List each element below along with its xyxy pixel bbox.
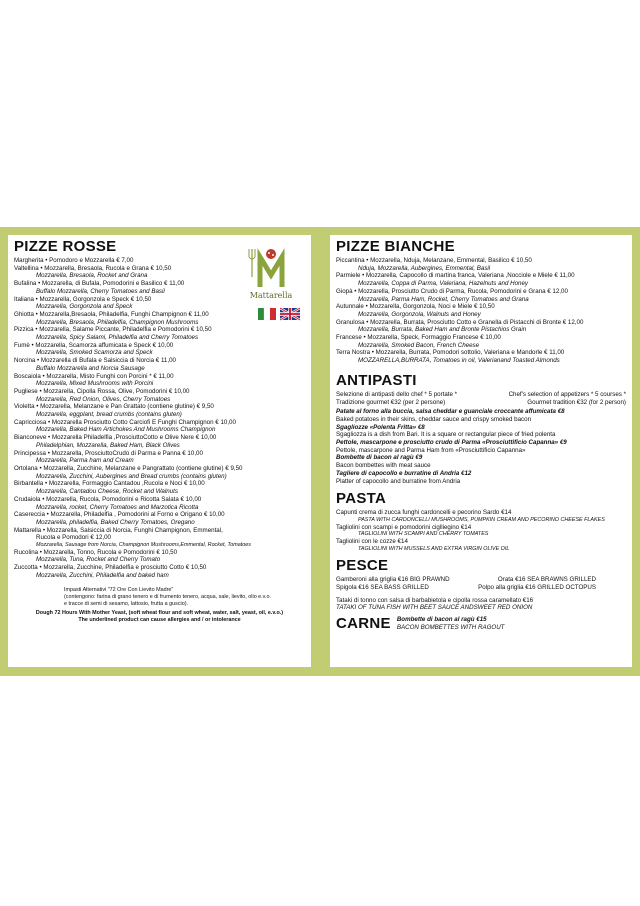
rosse-line: Ghiotta • Mozzarella,Bresaola, Philadelfia, Funghi Champignon € 11,00: [14, 310, 209, 318]
rosse-line: Mozzarella, Bresaola, Philadelfia, Champignon Mushrooms: [36, 318, 199, 326]
bianche-line: Mozzarella, Burrata, Baked Ham and Bronte Pistachios Grain: [358, 326, 527, 334]
rosse-line: Mozzarella, philadelfia, Baked Cherry Tomatoes, Oregano: [36, 518, 195, 526]
rosse-line: Mozzarella, Smoked Scamorza and Speck: [36, 349, 153, 357]
tataki-it: Tataki di tonno con salsa di barbabietola e cipolla rossa caramellato €16: [336, 596, 534, 604]
rosse-line: Mozzarella, eggplant, bread crumbs (contains gluten): [36, 411, 182, 419]
bianche-line: Giopà • Mozzarella, Prosciutto Crudo di Parma, Rucola, Pomodorini e Grana € 12,00: [336, 287, 568, 295]
pesce-title: PESCE: [336, 557, 389, 575]
pizze-rosse-panel: [8, 235, 311, 667]
pasta-line: Tagliolini con scampi e pomodorini ciglliegino €14: [336, 523, 472, 531]
rosse-line: Mozzarella, Zucchini, Aubergines and Bread crumbs (contains gluten): [36, 472, 227, 480]
rosse-line: Principessa • Mozzarella, ProsciuttoCrudo di Parma e Panna € 10,00: [14, 449, 203, 457]
rosse-line: Violetta • Mozzarella, Melanzane e Pan Grattato (contiene glutine) € 9,50: [14, 403, 214, 411]
bianche-line: Mozzarella, Gorgonzola, Walnuts and Honey: [358, 310, 481, 318]
antipasti-list: [336, 408, 626, 485]
mattarella-logo: [244, 245, 298, 301]
dough-note-traces: e tracce di semi di sesamo, lattosio, frutta a guscio).: [64, 600, 189, 607]
pesce-orata: Orata €16 SEA BRAWNS GRILLED: [497, 576, 596, 584]
pasta-line: TAGLIOLINI WITH MUSSELS AND EXTRA VIRGIN OLIVE OIL: [358, 545, 510, 552]
gourmet-tradition-en: Gourmet tradition €32 (for 2 person): [527, 398, 626, 406]
rosse-line: Rucola e Pomodori € 12,00: [36, 534, 111, 542]
dough-note-ingredients: (contengono: farina di grano tenero e di frumento tenero, acqua, sale, lievito, olio e.v.o.: [64, 594, 271, 601]
pasta-line: Tagliolini con le cozze €14: [336, 537, 408, 545]
carne-item-en: BACON BOMBETTES WITH RAGOUT: [396, 623, 505, 631]
pizze-bianche-title: PIZZE BIANCHE: [336, 238, 455, 255]
language-flags: [258, 305, 302, 321]
antipasti-line: Sgagliozza is a dish from Bari. It is a square or rectangular piece of fried polenta: [336, 431, 556, 439]
pasta-line: Capunti crema di zucca funghi cardoncelli e pecorino Sardo €14: [336, 509, 512, 517]
rosse-line: Italiana • Mozzarella, Gorgonzola e Speck € 10,50: [14, 295, 152, 303]
dough-footer: Dough 72 Hours With Mother Yeast, (soft wheat flour and soft wheat, water, salt, yeast, oil, e.v.o.): [35, 610, 284, 617]
antipasti-line: Sgagliozze «Polenta Fritta» €8: [336, 423, 425, 431]
rosse-line: Mozzarella, rocket, Cherry Tomatoes and Marzotica Ricotta: [36, 503, 199, 511]
bianche-line: Nduja, Mozzarella, Aubergines, Emmental, Basil: [358, 264, 491, 272]
rosse-line: Mozzarella, Spicy Salami, Philadelfia and Cherry Tomatoes: [36, 334, 199, 342]
pesce-polpo: Polpo alla griglia €16 GRILLED OCTOPUS: [478, 583, 596, 591]
rosse-line: Philadelphian, Mozzarella, Baked Ham, Black Olives: [36, 441, 180, 449]
rosse-line: Mozzarella, Mixed Mushrooms with Porcini: [36, 380, 154, 388]
pesce-gamberoni: Gamberoni alla griglia €16 BIG PRAWND: [336, 576, 450, 584]
rosse-line: Mozzarella, Tuna, Rocket and Cherry Tomato: [36, 556, 161, 564]
pasta-list: [336, 509, 626, 552]
rosse-line: Rucolina • Mozzarella, Tonno, Rucola e Pomodorini € 10,50: [14, 548, 178, 556]
carne-item-it: Bombette di bacon al ragù €15: [396, 615, 487, 623]
rosse-line: Bufalina • Mozzarella, di Bufala, Pomodorini e Basilico € 11,00: [14, 280, 185, 288]
bianche-line: Autunnale • Mozzarella, Gorgonzola, Noci e Miele € 10,50: [336, 303, 495, 311]
rosse-line: Ortolana • Mozzarella, Zucchine, Melanzane e Pangrattato (contiene glutine) € 9,50: [14, 464, 243, 472]
chef-selection-en: Chef's selection of appetizers * 5 courses *: [508, 390, 626, 398]
chef-selection-it: Selezione di antipasti dello chef * 5 portate *: [336, 390, 458, 398]
rosse-line: Bianconeve • Mozzarella Philadelfia ,ProsciuttoCotto e Olive Nere € 10,00: [14, 434, 217, 442]
bianche-line: Parmiele • Mozzarella, Capocollo di martina franca, Valeriana ,Nocciole e Miele € 11,00: [336, 272, 575, 280]
rosse-line: Pugliese • Mozzarella, Cipolla Rossa, Olive, Pomodorini € 10,00: [14, 387, 190, 395]
rosse-line: Mozzarella, Parma ham and Cream: [36, 457, 134, 465]
rosse-line: Mozzarella, Gorgonzola and Speck: [36, 303, 133, 311]
rosse-line: Casereccia • Mozzarella, Philadelfia , Pomodorini al Forno e Origano € 10,00: [14, 511, 225, 519]
rosse-line: Zuccotta • Mozzarella, Zucchine, Philadelfia e prosciutto Cotto € 10,50: [14, 564, 207, 572]
pasta-line: PASTA WITH CARDONCELLI MUSHROOMS, PUMPKIN CREAM AND PECORINO CHEESE FLAKES: [358, 516, 605, 523]
rosse-line: Mozzarella, Cantadou Cheese, Rocket and Walnuts: [36, 488, 178, 496]
rosse-line: Boscaiola • Mozzarella, Misto Funghi con Porcini * € 11,00: [14, 372, 174, 380]
antipasti-line: Bacon bombettes with meat sauce: [336, 462, 431, 470]
antipasti-line: Platter of capocollo and burratine from Andria: [336, 477, 461, 485]
pizze-rosse-title: PIZZE ROSSE: [14, 238, 117, 255]
pizze-bianche-list: [336, 257, 626, 365]
gourmet-tradition-it: Tradizione gourmet €32 (per 2 persone): [336, 398, 446, 406]
rosse-line: Mozzarella, Baked Ham Artichokes And Mushrooms Champignon: [36, 426, 216, 434]
rosse-line: Fumè • Mozzarella, Scamorza affumicata e Speck € 10,00: [14, 341, 174, 349]
antipasti-line: Patate al forno alla buccia, salsa cheddar e guanciale croccante affumicata €8: [336, 408, 565, 416]
antipasti-line: Baked potatoes in their skins, cheddar sauce and crispy smoked bacon: [336, 415, 532, 423]
bianche-line: Mozzarella, Smoked Bacon, French Cheese: [358, 341, 480, 349]
right-menu-panel: [330, 235, 632, 667]
rosse-line: Mozzarella, Red Onion, Olives, Cherry Tomatoes: [36, 395, 171, 403]
rosse-line: Norcina • Mozzarella di Bufala e Salsiccia di Norcia € 11,00: [14, 357, 176, 365]
rosse-line: Buffalo Mozzarella, Cherry Tomatoes and Basil: [36, 287, 165, 295]
rosse-line: Valtellina • Mozzarella, Bresaola, Rucola e Grana € 10,50: [14, 264, 172, 272]
antipasti-title: ANTIPASTI: [336, 371, 417, 389]
pesce-spigola: Spigola €16 SEA BASS GRILLED: [336, 583, 429, 591]
rosse-line: Mozzarella, Bresaola, Rocket and Grana: [36, 272, 148, 280]
logo-text: Mattarella: [249, 291, 293, 300]
rosse-line: Mozzarella, Sausage from Norcia, Champignon Mushrooms,Emmental, Rocket, Tomatoes: [36, 542, 251, 549]
rosse-line: Mattarella • Mozzarella, Salsiccia di Norcia, Funghi Champignon, Emmental,: [14, 526, 223, 534]
rosse-line: Birbantella • Mozzarella, Formaggio Cantadou ,Rucola e Noci € 10,00: [14, 480, 205, 488]
antipasti-line: Tagliere di capocollo e burratine di Andria €12: [336, 469, 472, 477]
bianche-line: Mozzarella, Coppa di Parma, Valeriana, Hazelnuts and Honey: [358, 280, 529, 288]
uk-flag-icon: [280, 308, 300, 320]
pasta-line: TAGLIOLINI WITH SCAMPI AND CHERRY TOMATES: [358, 531, 489, 538]
bianche-line: Francese • Mozzarella, Speck, Formaggio Francese € 10,00: [336, 334, 501, 342]
dough-note-title: Impasti Alternativi "72 Ore Con Lievito Madre": [64, 587, 174, 594]
tataki-en: TATAKI OF TUNA FISH WITH BEET SAUCE ANDSWEET RED ONION: [336, 604, 533, 612]
bianche-line: Terra Nostra • Mozzarella, Burrata, Pomodori sottolio, Valeriana e Mandorle € 11,00: [336, 349, 565, 357]
allergy-footer: The underlined product can cause allergies and / or intolerance: [78, 616, 241, 623]
rosse-line: Margherita • Pomodoro e Mozzarella € 7,00: [14, 257, 134, 264]
rosse-line: Mozzarella, Zucchini, Philadelfia and baked ham: [36, 571, 169, 579]
bianche-line: Piccantina • Mozzarella, Nduja, Melanzane, Emmental, Basilico € 10,50: [336, 257, 532, 264]
antipasti-line: Pettole, mascarpone e prosciutto crudo di Parma «Prosciuttificio Capanna» €9: [336, 439, 567, 447]
rosse-line: Pizzica • Mozzarella, Salame Piccante, Philadelfia e Pomodorini € 10,50: [14, 326, 212, 334]
rosse-line: Capricciosa • Mozzarella Prosciutto Cotto Carciofi E Funghi Champignon € 10,00: [14, 418, 236, 426]
antipasti-line: Pettole, mascarpone and Parma Ham from «Prosciuttificio Capanna»: [336, 446, 526, 454]
italian-flag-icon: [258, 308, 276, 320]
antipasti-line: Bombette di bacon al ragù €9: [336, 454, 423, 462]
bianche-line: Granulosa • Mozzarella, Burrata, Prosciutto Cotto e Granella di Pistacchi di Bronte € 12,00: [336, 318, 584, 326]
bianche-line: Mozzarella, Parma Ham, Rocket, Cherry Tomatoes and Grana: [358, 295, 529, 303]
pasta-title: PASTA: [336, 490, 387, 508]
rosse-line: Buffalo Mozzarella and Norcia Sausage: [36, 364, 145, 372]
carne-title: CARNE: [336, 614, 391, 632]
rosse-line: Crudaiola • Mozzarella, Rucola, Pomodorini e Ricotta Salata € 10,00: [14, 495, 202, 503]
bianche-line: MOZZARELLA,BURRATA, Tomatoes in oil, Valerianand Toasted Almonds: [358, 357, 560, 365]
